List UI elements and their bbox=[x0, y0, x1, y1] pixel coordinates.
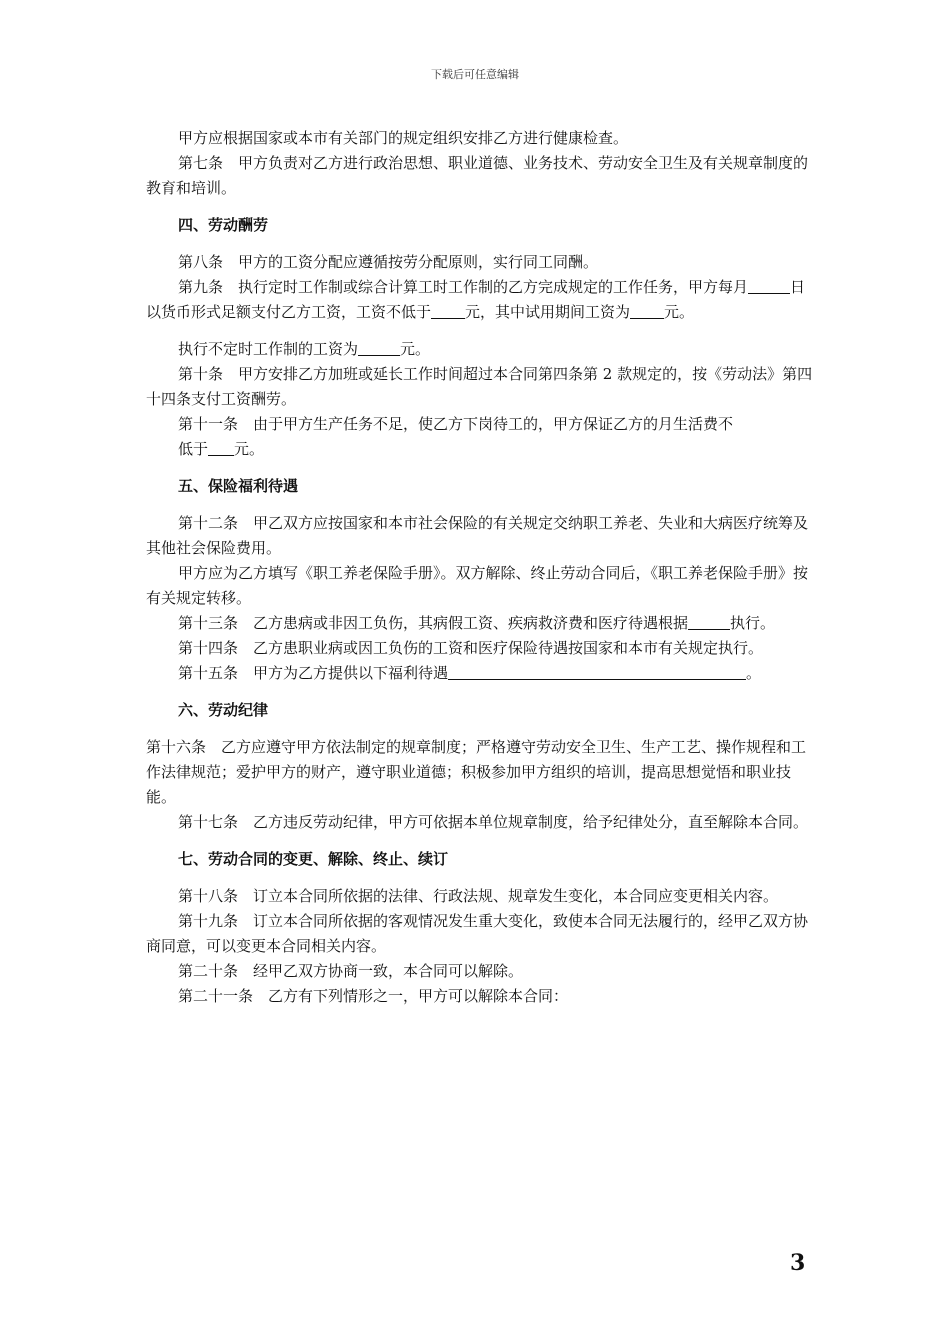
blank-line bbox=[431, 303, 465, 319]
paragraph: 第九条 执行定时工作制或综合计算工时工作制的乙方完成规定的工作任务，甲方每月 日以货币形式足额支付乙方工资，工资不低于 元，其中试用期间工资为 元。 bbox=[146, 278, 806, 321]
paragraph: 第十六条 乙方应遵守甲方依法制定的规章制度；严格遵守劳动安全卫生、生产工艺、操作规程和工作法律规范；爱护甲方的财产，遵守职业道德；积极参加甲方组织的培训，提高思想觉悟和职业技能。 bbox=[146, 738, 807, 806]
section-heading: 六、劳动纪律 bbox=[178, 701, 269, 719]
paragraph: 第十三条 乙方患病或非因工负伤，其病假工资、疾病救济费和医疗待遇根据 执行。 bbox=[178, 614, 776, 632]
paragraph: 第八条 甲方的工资分配应遵循按劳分配原则，实行同工同酬。 bbox=[178, 253, 599, 271]
paragraph: 第十七条 乙方违反劳动纪律，甲方可依据本单位规章制度，给予纪律处分，直至解除本合同。 bbox=[178, 813, 809, 831]
blank-line bbox=[748, 278, 790, 294]
document-body bbox=[146, 126, 816, 1009]
page-header-note: 下载后可任意编辑 bbox=[431, 68, 519, 81]
paragraph: 第七条 甲方负责对乙方进行政治思想、职业道德、业务技术、劳动安全卫生及有关规章制度的教育和培训。 bbox=[146, 154, 809, 197]
page-number: 3 bbox=[790, 1250, 806, 1276]
paragraph: 第十四条 乙方患职业病或因工负伤的工资和医疗保险待遇按国家和本市有关规定执行。 bbox=[178, 639, 764, 657]
blank-line bbox=[630, 303, 664, 319]
paragraph: 低于 元。 bbox=[178, 440, 265, 458]
blank-line bbox=[688, 614, 730, 630]
section-heading: 四、劳动酬劳 bbox=[178, 216, 269, 234]
paragraph: 第十九条 订立本合同所依据的客观情况发生重大变化，致使本合同无法履行的，经甲乙双方协商同意，可以变更本合同相关内容。 bbox=[146, 912, 809, 955]
blank-line bbox=[208, 440, 234, 456]
paragraph: 第二十条 经甲乙双方协商一致，本合同可以解除。 bbox=[178, 962, 524, 980]
paragraph: 第十条 甲方安排乙方加班或延长工作时间超过本合同第四条第 2 款规定的，按《劳动法》第四十四条支付工资酬劳。 bbox=[146, 365, 813, 408]
paragraph: 第二十一条 乙方有下列情形之一，甲方可以解除本合同： bbox=[178, 987, 569, 1005]
paragraph: 甲方应为乙方填写《职工养老保险手册》。双方解除、终止劳动合同后，《职工养老保险手册》按有关规定转移。 bbox=[146, 564, 809, 607]
paragraph: 甲方应根据国家或本市有关部门的规定组织安排乙方进行健康检查。 bbox=[178, 129, 629, 147]
paragraph: 第十八条 订立本合同所依据的法律、行政法规、规章发生变化，本合同应变更相关内容。 bbox=[178, 887, 779, 905]
blank-line bbox=[448, 664, 746, 680]
section-heading: 五、保险福利待遇 bbox=[178, 477, 299, 495]
paragraph: 第十二条 甲乙双方应按国家和本市社会保险的有关规定交纳职工养老、失业和大病医疗统筹及其他社会保险费用。 bbox=[146, 514, 809, 557]
paragraph: 第十一条 由于甲方生产任务不足，使乙方下岗待工的，甲方保证乙方的月生活费不 bbox=[178, 415, 734, 433]
section-heading: 七、劳动合同的变更、解除、终止、续订 bbox=[178, 850, 449, 868]
paragraph: 第十五条 甲方为乙方提供以下福利待遇 。 bbox=[178, 664, 762, 682]
blank-line bbox=[358, 340, 400, 356]
paragraph: 执行不定时工作制的工资为 元。 bbox=[178, 340, 431, 358]
